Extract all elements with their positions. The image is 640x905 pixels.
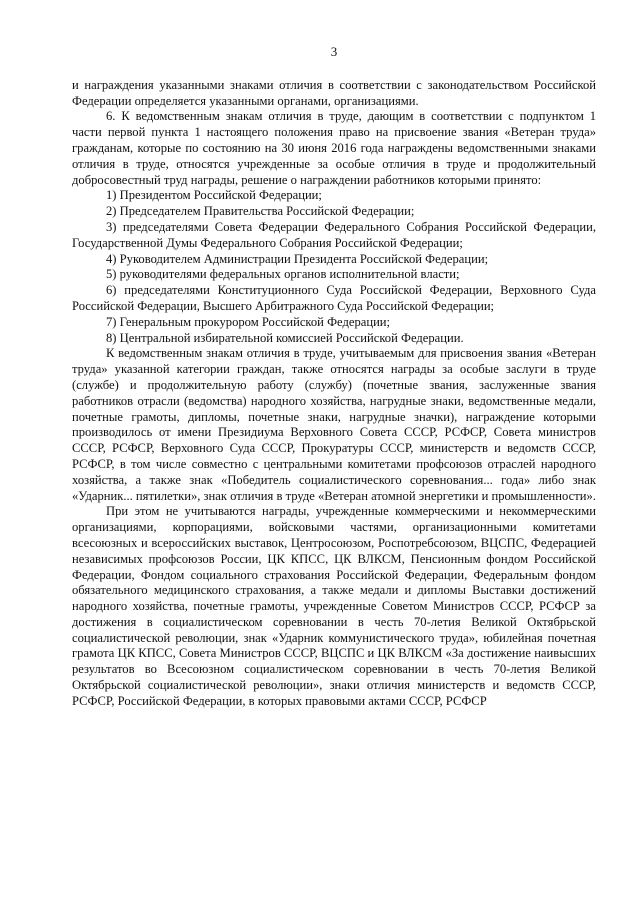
list-item: 1) Президентом Российской Федерации; bbox=[106, 188, 322, 203]
paragraph-additional-awards: К ведомственным знакам отличия в труде, учитываемым для присвоения звания «Ветеран труда» указанной категории граждан, также относятся награды за особые заслуги в труде (службе) и продолжительную работу (службу) (почетные звания, заслуженные звания работников отрасли (ведомства) народного хозяйства, нагрудные знаки, ведомственные медали, почетные грамоты, дипломы, почетные знаки, нагрудные значки), награждение которыми производилось от имени Президиума Верховного Совета СССР, РСФСР, Совета министров СССР, РСФСР, Верховного Суда СССР, Прокуратуры СССР, министерств и ведомств СССР, РСФСР, в том числе совместно с центральными комитетами профсоюзов отраслей народного хозяйства, а также знак «Победитель социалистического соревнования... года» либо знак «Ударник... пятилетки», знак отличия в труде «Ветеран атомной энергетики и промышленности». bbox=[72, 346, 596, 503]
list-item: 3) председателями Совета Федерации Федерального Собрания Российской Федерации, Государственной Думы Федерального Собрания Российской Федерации; bbox=[72, 219, 596, 250]
list-item: 7) Генеральным прокурором Российской Федерации; bbox=[106, 314, 391, 329]
paragraph-excluded-awards: При этом не учитываются награды, учрежденные коммерческими и некоммерческими организациями, корпорациями, войсковыми частями, организационными комитетами всесоюзных и всероссийских выставок, Центросоюзом, Роспотребсоюзом, ВЦСПС, Федерацией независимых профсоюзов России, ЦК КПСС, ЦК ВЛКСМ, Пенсионным фондом Российской Федерации, Фондом социального страхования Российской Федерации, Федеральным фондом обязательного медицинского страхования, а также медали и дипломы Выставки достижений народного хозяйства, почетные грамоты, учрежденные Советом Министров СССР, РСФСР за достижения в социалистическом соревновании в честь 70-летия Великой Октябрьской социалистической революции, знак «Ударник коммунистического труда», юбилейная почетная грамота ЦК КПСС, Совета Министров СССР, ВЦСПС и ЦК ВЛКСМ «За достижение наивысших результатов во Всесоюзном социалистическом соревновании в честь 70-летия Великой Октябрьской социалистической революции», знаки отличия министерств и ведомств СССР, РСФСР, Российской Федерации, в которых правовыми актами СССР, РСФСР bbox=[72, 504, 596, 708]
paragraph-continuation: и награждения указанными знаками отличия в соответствии с законодательством Российской Федерации определяется указанными органами, организациями. bbox=[72, 77, 596, 108]
list-item: 8) Центральной избирательной комиссией Российской Федерации. bbox=[106, 330, 464, 345]
list-item: 5) руководителями федеральных органов исполнительной власти; bbox=[106, 267, 460, 282]
page-number: 3 bbox=[330, 44, 338, 59]
paragraph-item-6: 6. К ведомственным знакам отличия в труде, дающим в соответствии с подпунктом 1 части первой пункта 1 настоящего положения право на присвоение звания «Ветеран труда» гражданам, которые по состоянию на 30 июня 2016 года награждены ведомственными знаками отличия в труде, относятся учрежденные за особые отличия в труде и продолжительный добросовестный труд награды, решение о награждении работников которыми принято: bbox=[72, 109, 596, 187]
authority-list bbox=[72, 188, 596, 346]
list-item: 2) Председателем Правительства Российской Федерации; bbox=[106, 204, 415, 219]
list-item: 6) председателями Конституционного Суда Российской Федерации, Верховного Суда Российской Федерации, Высшего Арбитражного Суда Российской Федерации; bbox=[72, 283, 596, 313]
list-item: 4) Руководителем Администрации Президента Российской Федерации; bbox=[106, 251, 489, 266]
